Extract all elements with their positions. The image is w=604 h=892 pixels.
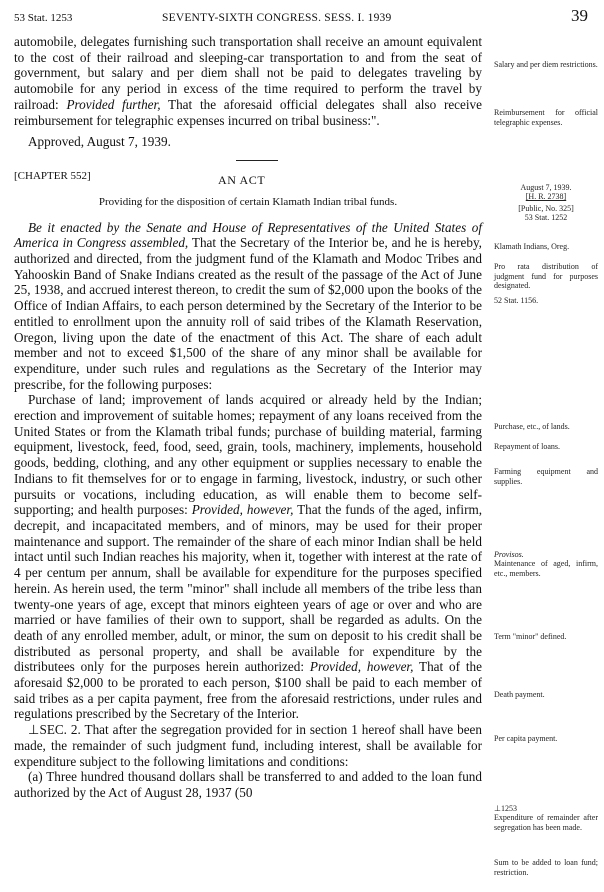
paragraph-delegates	[14, 34, 482, 128]
note-percapita: Per capita payment.	[494, 734, 558, 743]
page-number: 39	[571, 6, 588, 25]
approval-date: Approved, August 7, 1939.	[28, 134, 171, 150]
act-title: AN ACT	[218, 172, 266, 187]
main-text-column	[14, 34, 482, 801]
purchase-text-end: That of the aforesaid $2,000 to be prorated to each person, $100 shall be paid to each member of said tribes as a per capita payment, free from the aforesaid restrictions, under rules and regulations prescribed by the Secretary of the Interior.	[14, 659, 483, 722]
paragraph-enacting	[14, 220, 482, 393]
proviso-further: Provided further,	[66, 96, 161, 112]
chapter-heading-row	[14, 169, 482, 185]
note-repayment: Repayment of loans.	[494, 442, 560, 451]
note-public-number: [Public, No. 325]	[518, 204, 574, 213]
note-reimbursement: Reimbursement for official telegraphic expenses.	[494, 108, 598, 127]
proviso-however: Provided, however,	[191, 502, 294, 518]
note-death: Death payment.	[494, 690, 545, 699]
note-hr-number: [H. R. 2738]	[525, 192, 567, 201]
enacting-text: That the Secretary of the Interior be, and he is hereby, authorized and directed, from the judgment fund of the Klamath and Modoc Tribes and Yahooskin Band of Snake Indians created as the result of the passage of the Act of June 25, 1938, and accrued interest thereon, to credit the sum of $2,000 upon the books of the Office of Indian Affairs, to each person determined by the Secretary of the Interior to be entitled to enrollment upon the annuity roll of said tribes of the Klamath Reservation, Oregon, living upon the date of the enactment of this Act. The share of each adult member and not to exceed $1,500 of the share of any minor shall be available for expenditure, under such rules and regulations as the Secretary of the Interior may prescribe, for the following purposes:	[14, 235, 482, 392]
note-stat-ref: 53 Stat. 1252	[524, 213, 568, 222]
paragraph-purchase	[14, 392, 482, 722]
delegates-text: automobile, delegates furnishing such transportation shall receive an amount equivalent to the cost of their railroad and sleeping-car transportation to and from the seat of government, but salary and per diem shall not be paid to delegates traveling by automobile for any period in excess of the time required to perform the travel by railroad:	[14, 34, 482, 112]
note-minor: Term "minor" defined.	[494, 632, 567, 641]
paragraph-section-2a: (a) Three hundred thousand dollars shall be transferred to and added to the loan fund authorized by the Act of August 28, 1937 (50	[14, 769, 482, 800]
header-statute-ref: 53 Stat. 1253	[14, 12, 73, 24]
note-purchase: Purchase, etc., of lands.	[494, 422, 570, 431]
note-stat-1156: 52 Stat. 1156.	[494, 296, 539, 305]
act-purpose: Providing for the disposition of certain Klamath Indian tribal funds.	[98, 195, 398, 208]
note-klamath: Klamath Indians, Oreg.	[494, 242, 570, 251]
chapter-number: [CHAPTER 552]	[14, 169, 91, 182]
header-congress-session: SEVENTY-SIXTH CONGRESS. SESS. I. 1939	[162, 12, 392, 24]
paragraph-section-2: ⊥SEC. 2. That after the segregation provided for in section 1 hereof shall have been made, the remainder of such judgment fund, including interest, shall be available for expenditure subject to the following limitations and conditions:	[14, 722, 482, 769]
note-section-marker: ⊥1253	[494, 804, 517, 813]
note-prorata: Pro rata distribution of judgment fund for purposes designated.	[494, 262, 598, 291]
page-header	[14, 6, 594, 26]
note-provisos: Provisos.	[494, 550, 524, 559]
note-farming: Farming equipment and supplies.	[494, 467, 598, 486]
note-expenditure: Expenditure of remainder after segregation has been made.	[494, 813, 598, 832]
note-loanfund: Sum to be added to loan fund; restriction.	[494, 858, 598, 877]
section-divider	[236, 160, 278, 161]
purchase-text: Purchase of land; improvement of lands acquired or already held by the Indian; erection and improvement of suitable homes; repayment of any loans received from the United States or from the Klamath tribal funds; purchase of building material, farming equipment, livestock, feed, food, seed, grain, tools, machinery, implements, household goods, bedding, clothing, and any other equipment or supplies necessary to enable the Indians to fit themselves for or to engage in farming, livestock, industry, or such other pursuits or vocations, including education, as will enable them to become self-supporting; and health purposes:	[14, 392, 482, 518]
proviso-however-2: Provided, however,	[309, 659, 414, 675]
delegates-text-end: That the aforesaid official delegates shall also receive reimbursement for telegraphic expenses incurred on tribal business:".	[14, 96, 483, 128]
note-maintenance: Maintenance of aged, infirm, etc., members.	[494, 559, 598, 578]
enacting-clause: Be it enacted by the Senate and House of Representatives of the United States of America in Congress assembled,	[14, 219, 482, 251]
note-date: August 7, 1939.	[520, 183, 572, 192]
note-salary: Salary and per diem restrictions.	[494, 60, 598, 69]
purchase-text-cont: That the funds of the aged, infirm, decrepit, and incapacitated members, and of minors, may be used for their proper maintenance and support. The remainder of the share of each minor Indian shall be held intact until such Indian reaches his majority, when it, together with interest at the rate of 4 per centum per annum, shall be available for expenditure for the purposes specified herein. As herein used, the term "minor" shall include all members of the tribe less than twenty-one years of age, except that minors eighteen years of age or over and who are married or have families of their own to support, shall be regarded as adults. On the death of any enrolled member, adult, or minor, the sum on deposit to his credit shall be distributed as personal property, and shall be available for expenditure by the distributees only for the purposes herein authorized:	[14, 502, 483, 675]
